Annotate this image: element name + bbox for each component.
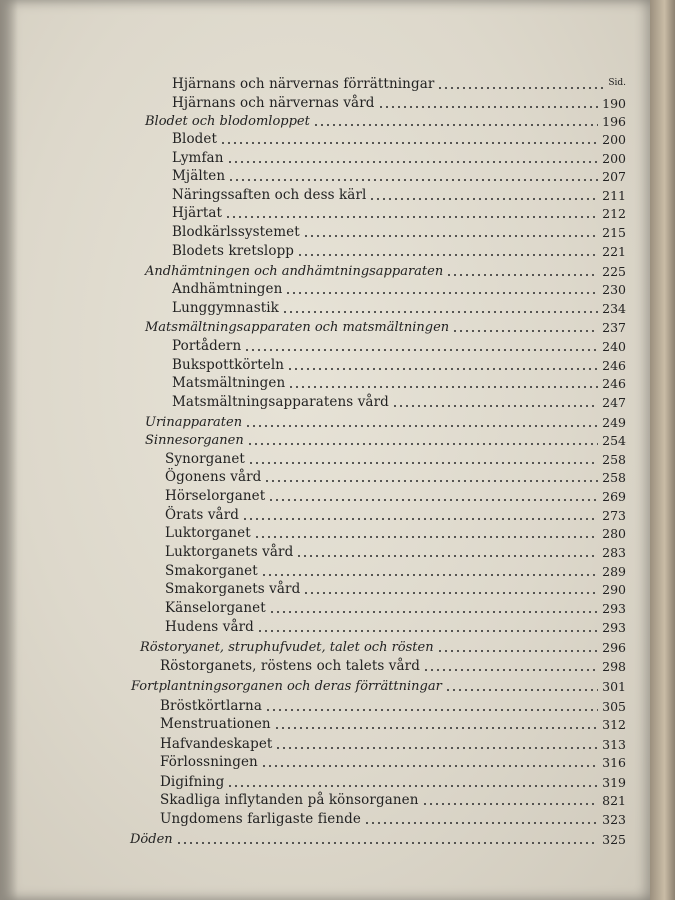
- toc-entry-title: Hörselorganet: [165, 488, 266, 504]
- toc-entry-page-number: 312: [602, 717, 626, 732]
- toc-entry-page-number: 247: [602, 395, 626, 410]
- toc-entry: [165, 542, 626, 561]
- toc-entry: [165, 598, 626, 617]
- dot-leader: [364, 822, 598, 824]
- dot-leader: [274, 727, 598, 729]
- toc-entry-page-number: 221: [602, 244, 626, 259]
- toc-entry-page-number: 305: [602, 699, 626, 714]
- toc-entry: [172, 93, 626, 112]
- toc-entry: [172, 355, 626, 374]
- toc-entry: [145, 261, 626, 280]
- dot-leader: [437, 87, 604, 89]
- toc-entry-title: Matsmältningsapparaten och matsmältningen: [145, 320, 450, 335]
- toc-entry-title: Matsmältningsapparatens vård: [172, 394, 389, 410]
- toc-entry-page-number: 225: [602, 264, 626, 279]
- toc-entry: [160, 809, 626, 828]
- toc-entry: [172, 373, 626, 392]
- toc-entry: [130, 829, 626, 848]
- toc-entry: [160, 696, 626, 715]
- dot-leader: [244, 349, 598, 351]
- dot-leader: [269, 611, 598, 613]
- toc-entry-page-number: 269: [602, 489, 626, 504]
- dot-leader: [225, 216, 598, 218]
- dot-leader: [228, 179, 598, 181]
- dot-leader: [176, 842, 599, 844]
- dot-leader: [257, 630, 598, 632]
- dot-leader: [268, 499, 598, 501]
- toc-entry-page-number: 319: [602, 775, 626, 790]
- toc-entry: [160, 752, 626, 771]
- toc-entry-page-number: 200: [602, 151, 626, 166]
- toc-entry: [160, 772, 626, 791]
- toc-entry-page-number: 230: [602, 282, 626, 297]
- toc-entry: [172, 148, 626, 167]
- toc-entry-title: Fortplantningsorganen och deras förrättningar: [131, 679, 442, 694]
- toc-entry: [172, 166, 626, 185]
- dot-leader: [437, 650, 599, 652]
- toc-entry-title: Smakorganet: [165, 563, 258, 579]
- dot-leader: [248, 462, 598, 464]
- toc-entry-title: Förlossningen: [160, 754, 258, 770]
- toc-entry-title: Andhämtningen och andhämtningsapparaten: [145, 264, 444, 279]
- toc-entry-title: Hjärtat: [172, 205, 223, 221]
- toc-entry-title: Röstoryanet, struphufvudet, talet och rösten: [140, 640, 434, 655]
- dot-leader: [227, 785, 598, 787]
- toc-entry-page-number: 313: [602, 737, 626, 752]
- toc-entry-page-number: 190: [602, 96, 626, 111]
- dot-leader: [265, 709, 598, 711]
- toc-entry-title: Matsmältningen: [172, 375, 286, 391]
- dot-leader: [422, 803, 599, 805]
- toc-entry: [172, 392, 626, 411]
- toc-entry-title: Synorganet: [165, 451, 245, 467]
- toc-entry-page-number: 296: [602, 640, 626, 655]
- toc-entry: [165, 617, 626, 636]
- toc-entry-title: Hjärnans och närvernas förrättningar: [172, 76, 435, 92]
- toc-entry-title: Lymfan: [172, 150, 224, 166]
- toc-entry: [160, 734, 626, 753]
- dot-leader: [220, 142, 598, 144]
- dot-leader: [227, 161, 599, 163]
- dot-leader: [369, 198, 598, 200]
- dot-leader: [392, 405, 598, 407]
- toc-entry-title: Bukspottkörteln: [172, 357, 285, 373]
- toc-entry-page-number: 234: [602, 301, 626, 316]
- toc-entry: [160, 790, 626, 809]
- toc-entry-title: Röstorganets, röstens och talets vård: [160, 658, 420, 674]
- toc-entry-page-number: 258: [602, 470, 626, 485]
- toc-entry-title: Andhämtningen: [172, 281, 283, 297]
- toc-entry: [172, 203, 626, 222]
- dot-leader: [245, 425, 598, 427]
- dot-leader: [296, 555, 598, 557]
- toc-entry-title: Skadliga inflytanden på könsorganen: [160, 792, 419, 808]
- toc-entry-page-number: 290: [602, 582, 626, 597]
- toc-entry: [172, 298, 626, 317]
- toc-entry-title: Örats vård: [165, 507, 239, 523]
- dot-leader: [261, 765, 598, 767]
- toc-entry-page-number: 246: [602, 358, 626, 373]
- toc-entry-page-number: 293: [602, 601, 626, 616]
- toc-entry-page-number: 258: [602, 452, 626, 467]
- toc-entry-page-number: 215: [602, 225, 626, 240]
- toc-entry-page-number: 211: [602, 188, 626, 203]
- toc-entry: [165, 505, 626, 524]
- toc-entry: [172, 222, 626, 241]
- toc-entry-title: Luktorganets vård: [165, 544, 294, 560]
- toc-entry-title: Hafvandeskapet: [160, 736, 273, 752]
- toc-entry: [165, 449, 626, 468]
- toc-entry: [160, 656, 626, 675]
- toc-entry-page-number: 254: [602, 433, 626, 448]
- toc-entry: [172, 336, 626, 355]
- toc-entry: [145, 317, 626, 336]
- toc-entry-title: Näringssaften och dess kärl: [172, 187, 367, 203]
- toc-entry: [145, 111, 626, 130]
- dot-leader: [423, 669, 598, 671]
- toc-entry-title: Mjälten: [172, 168, 226, 184]
- toc-entry: [140, 637, 626, 656]
- toc-entry-page-number: 289: [602, 564, 626, 579]
- toc-entry-title: Bröstkörtlarna: [160, 698, 263, 714]
- toc-entry-page-number: 237: [602, 320, 626, 335]
- toc-entry: [172, 241, 626, 260]
- toc-entry-title: Hjärnans och närvernas vård: [172, 95, 375, 111]
- toc-entry-page-number: 323: [602, 812, 626, 827]
- toc-entry-page-number: 301: [602, 679, 626, 694]
- dot-leader: [242, 518, 598, 520]
- dot-leader: [445, 689, 598, 691]
- toc-entry-page-number: 196: [602, 114, 626, 129]
- dot-leader: [282, 311, 598, 313]
- toc-entry: [165, 579, 626, 598]
- toc-entry-title: Döden: [130, 832, 173, 847]
- toc-entry: [172, 279, 626, 298]
- toc-entry-title: Blodkärlssystemet: [172, 224, 300, 240]
- dot-leader: [303, 592, 598, 594]
- toc-entry-title: Urinapparaten: [145, 415, 243, 430]
- toc-entry-title: Blodet och blodomloppet: [145, 114, 310, 129]
- toc-entry: [172, 129, 626, 148]
- dot-leader: [303, 235, 598, 237]
- dot-leader: [313, 124, 598, 126]
- toc-entry-title: Blodets kretslopp: [172, 243, 295, 259]
- dot-leader: [446, 274, 598, 276]
- toc-entry-page-number: 821: [602, 793, 626, 808]
- dot-leader: [378, 106, 599, 108]
- dot-leader: [261, 574, 598, 576]
- toc-entry-title: Ungdomens farligaste fiende: [160, 811, 361, 827]
- toc-entry: [165, 523, 626, 542]
- toc-entry-page-number: 293: [602, 620, 626, 635]
- toc-entry-page-number: 316: [602, 755, 626, 770]
- toc-entry-page-number: 325: [602, 832, 626, 847]
- toc-entry: [145, 412, 626, 431]
- dot-leader: [287, 368, 598, 370]
- dot-leader: [297, 254, 598, 256]
- dot-leader: [264, 480, 598, 482]
- toc-entry-page-number: 273: [602, 508, 626, 523]
- toc-entry-page-number: 249: [602, 415, 626, 430]
- toc-entry: [165, 561, 626, 580]
- toc-entry: [172, 74, 626, 93]
- toc-entry-title: Menstruationen: [160, 716, 271, 732]
- toc-entry-title: Luktorganet: [165, 525, 251, 541]
- toc-entry: [172, 185, 626, 204]
- toc-entry-title: Ögonens vård: [165, 469, 262, 485]
- dot-leader: [254, 536, 598, 538]
- page-column-label: Sid.: [608, 78, 626, 88]
- dot-leader: [275, 747, 598, 749]
- toc-entry-page-number: 200: [602, 132, 626, 147]
- toc-entry-title: Blodet: [172, 131, 218, 147]
- toc-entry: [131, 676, 626, 695]
- toc-entry-title: Känselorganet: [165, 600, 266, 616]
- toc-entry-page-number: 280: [602, 526, 626, 541]
- toc-entry: [145, 430, 626, 449]
- toc-entry-page-number: 283: [602, 545, 626, 560]
- dot-leader: [285, 292, 598, 294]
- dot-leader: [288, 386, 598, 388]
- toc-entry-page-number: 246: [602, 376, 626, 391]
- toc-entry-title: Hudens vård: [165, 619, 254, 635]
- toc-entry: [165, 486, 626, 505]
- toc-entry-title: Portådern: [172, 338, 242, 354]
- toc-entry-page-number: 212: [602, 206, 626, 221]
- toc-entry-title: Smakorganets vård: [165, 581, 301, 597]
- toc-entry-title: Sinnesorganen: [145, 433, 244, 448]
- toc-entry-page-number: 298: [602, 659, 626, 674]
- dot-leader: [247, 443, 598, 445]
- toc-entry-page-number: 207: [602, 169, 626, 184]
- toc-entry: [165, 467, 626, 486]
- dot-leader: [452, 330, 598, 332]
- toc-entry: [160, 714, 626, 733]
- toc-entry-page-number: 240: [602, 339, 626, 354]
- toc-entry-title: Digifning: [160, 774, 225, 790]
- toc-entry-title: Lunggymnastik: [172, 300, 279, 316]
